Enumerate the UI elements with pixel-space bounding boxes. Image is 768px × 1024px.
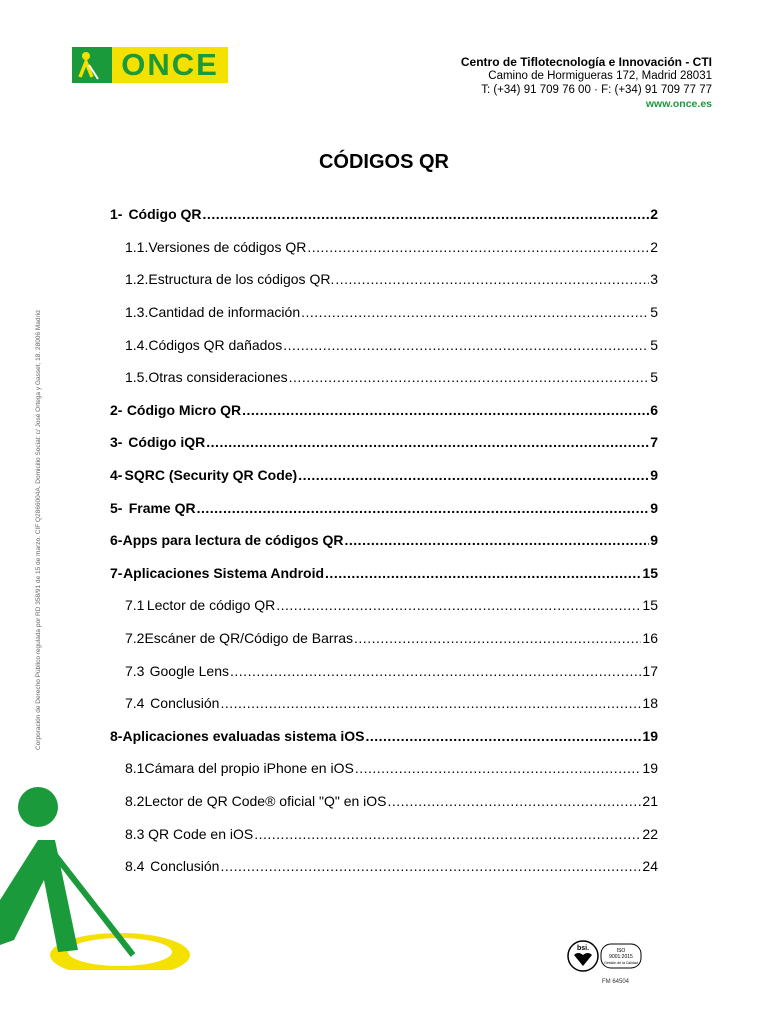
toc-dot-leader: [298, 467, 649, 483]
toc-entry-number: 8.3: [125, 825, 145, 842]
table-of-contents: [110, 198, 658, 882]
toc-entry-page: 19: [642, 760, 658, 777]
org-address: Camino de Hormigueras 172, Madrid 28031: [488, 70, 712, 82]
svg-text:ISO: ISO: [616, 948, 626, 954]
toc-entry-page: 17: [642, 662, 658, 679]
toc-entry-page: 18: [642, 695, 658, 712]
toc-entry[interactable]: [110, 654, 658, 687]
toc-entry-page: 15: [642, 597, 658, 614]
toc-entry-title: Cámara del propio iPhone en iOS: [144, 760, 354, 777]
toc-entry-number: 7.2: [125, 630, 145, 647]
toc-entry-number: 1.5.: [125, 369, 149, 386]
toc-entry-title: Conclusión: [150, 858, 220, 875]
org-name: Centro de Tiflotecnología e Innovación - CTI: [460, 55, 712, 69]
toc-entry[interactable]: [110, 687, 658, 720]
toc-entry-title: Código iQR: [128, 434, 206, 451]
toc-entry-number: 7-: [110, 564, 123, 581]
toc-entry[interactable]: [110, 850, 658, 883]
toc-dot-leader: [301, 304, 649, 320]
svg-text:Gestión de la Calidad: Gestión de la Calidad: [604, 961, 638, 965]
toc-entry-title: Códigos QR dañados: [148, 336, 283, 353]
toc-entry-title: Lector de código QR: [146, 597, 276, 614]
toc-entry-number: 7.1: [125, 597, 145, 614]
toc-entry-number: 8.1: [125, 760, 145, 777]
toc-entry-number: 3-: [110, 434, 123, 451]
toc-entry-number: 8-: [110, 727, 123, 744]
side-legal-text: Corporación de Derecho Público regulada por RD 358/91 de 15 de marzo. CIF Q2866004A. Domicilio Social: c/ José Ortega y Gasset, 18. 28006 Madrid: [35, 310, 42, 750]
toc-entry-title: Google Lens: [149, 662, 230, 679]
toc-entry-title: Código QR: [128, 206, 202, 223]
toc-entry-title: Código Micro QR: [126, 401, 242, 418]
toc-dot-leader: [335, 271, 649, 287]
toc-dot-leader: [276, 597, 641, 613]
toc-dot-leader: [206, 434, 649, 450]
toc-entry-page: 9: [650, 467, 658, 484]
once-logo: [72, 47, 228, 83]
once-walking-figure-icon: [72, 47, 112, 83]
toc-entry[interactable]: [110, 524, 658, 557]
toc-entry-title: QR Code en iOS: [148, 825, 254, 842]
document-title: CÓDIGOS QR: [318, 151, 449, 173]
toc-entry-page: 5: [650, 336, 658, 353]
toc-entry-page: 2: [650, 238, 658, 255]
toc-entry[interactable]: [110, 557, 658, 590]
toc-entry-title: Escáner de QR/Código de Barras: [144, 630, 354, 647]
toc-dot-leader: [345, 532, 650, 548]
toc-entry[interactable]: [110, 785, 658, 818]
toc-entry-page: 7: [650, 434, 658, 451]
toc-entry-page: 2: [650, 206, 658, 223]
toc-entry-number: 2-: [110, 401, 123, 418]
toc-entry-page: 19: [642, 727, 658, 744]
toc-entry-title: Otras consideraciones: [148, 369, 288, 386]
toc-entry[interactable]: [110, 263, 658, 296]
toc-entry-number: 1-: [110, 206, 123, 223]
toc-entry[interactable]: [110, 198, 658, 231]
toc-entry-title: Conclusión: [150, 695, 220, 712]
toc-entry-page: 6: [650, 401, 658, 418]
toc-dot-leader: [203, 206, 650, 222]
toc-dot-leader: [307, 239, 649, 255]
toc-entry[interactable]: [110, 231, 658, 264]
org-website[interactable]: www.once.es: [645, 98, 712, 110]
toc-dot-leader: [254, 826, 641, 842]
toc-entry-page: 24: [642, 858, 658, 875]
toc-entry-number: 8.2: [125, 792, 145, 809]
once-person-with-cane-icon: [0, 780, 190, 975]
toc-entry-page: 5: [650, 304, 658, 321]
toc-entry-title: Frame QR: [128, 499, 196, 516]
svg-text:9001:2015: 9001:2015: [609, 954, 633, 960]
toc-entry-number: 7.3: [125, 662, 145, 679]
toc-entry-number: 8.4: [125, 858, 145, 875]
toc-entry-title: Aplicaciones evaluadas sistema iOS: [122, 727, 365, 744]
toc-dot-leader: [242, 402, 649, 418]
toc-entry[interactable]: [110, 361, 658, 394]
toc-entry[interactable]: [110, 328, 658, 361]
toc-entry-page: 3: [650, 271, 658, 288]
toc-entry-page: 9: [650, 532, 658, 549]
toc-dot-leader: [230, 663, 641, 679]
toc-entry-number: 1.1.: [125, 238, 149, 255]
toc-entry[interactable]: [110, 720, 658, 753]
toc-dot-leader: [365, 728, 641, 744]
toc-entry-number: 1.3.: [125, 304, 149, 321]
toc-dot-leader: [197, 500, 650, 516]
toc-dot-leader: [354, 630, 641, 646]
toc-entry-title: Lector de QR Code® oficial "Q" en iOS: [144, 792, 387, 809]
toc-entry-page: 15: [642, 564, 658, 581]
toc-entry-page: 9: [650, 499, 658, 516]
toc-entry-title: Aplicaciones Sistema Android: [123, 564, 325, 581]
toc-entry-number: 1.4.: [125, 336, 149, 353]
toc-entry-number: 6-: [110, 532, 123, 549]
org-phone: T: (+34) 91 709 76 00 · F: (+34) 91 709 77 77: [481, 84, 712, 96]
toc-entry-page: 16: [642, 630, 658, 647]
toc-dot-leader: [289, 369, 650, 385]
toc-entry[interactable]: [110, 491, 658, 524]
toc-entry[interactable]: [110, 752, 658, 785]
header-contact-block: [461, 55, 712, 111]
toc-entry[interactable]: [110, 459, 658, 492]
cert-code: FM 64504: [602, 979, 630, 985]
toc-entry-title: Versiones de códigos QR: [148, 238, 307, 255]
toc-dot-leader: [283, 337, 649, 353]
toc-entry-title: SQRC (Security QR Code): [124, 467, 298, 484]
toc-entry[interactable]: [110, 426, 658, 459]
toc-entry-number: 7.4: [125, 695, 145, 712]
toc-entry-page: 21: [642, 792, 658, 809]
toc-entry-number: 4-: [110, 467, 123, 484]
toc-entry[interactable]: [110, 622, 658, 655]
toc-entry-number: 5-: [110, 499, 123, 516]
toc-entry-number: 1.2.: [125, 271, 149, 288]
toc-entry[interactable]: [110, 817, 658, 850]
toc-entry-title: Apps para lectura de códigos QR: [122, 532, 344, 549]
toc-entry-title: Estructura de los códigos QR.: [148, 271, 335, 288]
toc-dot-leader: [220, 695, 641, 711]
toc-entry-title: Cantidad de información: [148, 304, 301, 321]
toc-dot-leader: [388, 793, 642, 809]
toc-entry-page: 22: [642, 825, 658, 842]
toc-dot-leader: [220, 858, 641, 874]
toc-dot-leader: [325, 565, 641, 581]
toc-entry[interactable]: [110, 394, 658, 427]
toc-entry[interactable]: [110, 296, 658, 329]
svg-text:bsi.: bsi.: [576, 945, 590, 952]
logo-text: ONCE: [121, 47, 219, 82]
toc-entry[interactable]: [110, 589, 658, 622]
toc-entry-page: 5: [650, 369, 658, 386]
toc-dot-leader: [355, 760, 642, 776]
